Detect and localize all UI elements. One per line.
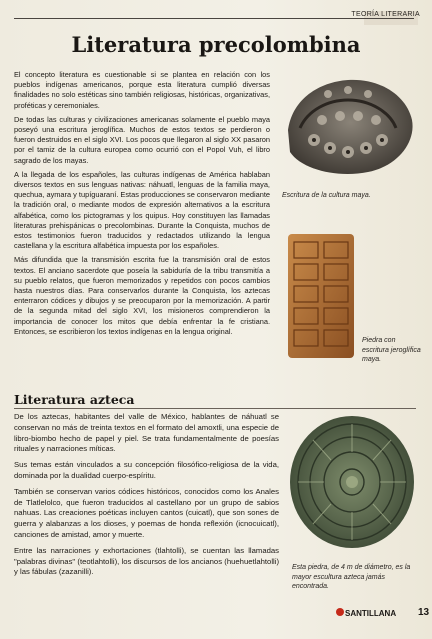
maya-stone-image <box>286 232 356 360</box>
paragraph-3: A la llegada de los españoles, las culturas indígenas de América hablaban diversos textos en sus lenguas nativas: náhuatl, lenguas de la familia maya, quechua, aymara y tupíguaraní. Estas producciones se conservaron mediante la tradición oral, o mediante modos de expresión alternativos a la escritura alfabética, como los pictogramas y los quipus. Hoy constituyen las llamadas literaturas prehispánicas o precolombinas. Durante la Conquista, muchos de estos testimonios fueron traducidos y redactados utilizando la lengua castellana y la escritura alfabética impuesta por los españoles. <box>14 169 270 251</box>
page-title: Literatura precolombina <box>71 32 361 57</box>
azteca-column <box>14 412 279 583</box>
paragraph-2: De todas las culturas y civilizaciones americanas solamente el pueblo maya poseyó una escritura jeroglífica. Muchos de estos textos se perdieron o fueron destruidos en el siglo XVI. Los pocos que llegaron al siglo XX pasaron por el tamiz de la cultura europea como ocurrió con el Popol Vuh, el libro sagrado de los mayas. <box>14 114 270 165</box>
caption-maya-writing: Escritura de la cultura maya. <box>282 192 371 199</box>
publisher-name: SANTILLANA <box>345 609 397 618</box>
page-number: 13 <box>418 607 430 618</box>
maya-carving-image <box>278 70 418 180</box>
header-rule <box>14 18 414 19</box>
azteca-paragraph-4: Entre las narraciones y exhortaciones (tlahtolli), se cuentan las llamadas "palabras divinas" (teotlahtolli), los discursos de los ancianos (huehuetlahtolli) y las fábulas (zazanilli). <box>14 545 279 577</box>
paragraph-1: El concepto literatura es cuestionable si se plantea en relación con los pueblos indígenas americanos, porque esta literatura cumplió diversas finalidades no solo estéticas sino también religiosas, históricas, organizativas, proféticas y ceremoniales. <box>14 70 270 110</box>
santillana-logo-icon <box>336 608 344 616</box>
paragraph-4: Más difundida que la transmisión escrita fue la transmisión oral de estos textos. El anciano sacerdote que poseía la sabiduría de la tribu transmitía a su pueblo relatos, que fueron memorizados y repetidos con pocos cambios hasta nuestros días. Para conservarlos durante la Conquista, los aztecas enterraron códices y dibujos y se preocuparon por la memorización. A partir de la segunda mitad del siglo XVI, los misioneros comprendieron la importancia de conocer los mitos que debía enfrentar la fe cristiana. Entonces, se escribieron los textos indígenas en la lengua original. <box>14 255 270 336</box>
intro-column <box>14 70 270 341</box>
aztec-sun-stone-image <box>286 412 418 552</box>
caption-aztec-stone: Esta piedra, de 4 m de diámetro, es la mayor escultura azteca jamás encontrada. <box>292 564 411 590</box>
caption-stone: Piedra con escritura jeroglífica maya. <box>362 337 421 363</box>
azteca-paragraph-3: También se conservan varios códices históricos, conocidos como los Anales de Tlatlelolco, que fueron traducidos al castellano por un grupo de sabios nahuas. Las creaciones poéticas incluyen cantos (cuicatl), que son sones de guerra y alabanzas a los dioses, y poemas de honda reflexión (icnocuicatl), canciones de amistad, amor y muerte. <box>14 486 279 539</box>
subheading-azteca: Literatura azteca <box>14 392 135 407</box>
subheading-rule <box>14 408 416 409</box>
section-label: TEORÍA LITERARIA <box>351 11 420 18</box>
azteca-paragraph-2: Sus temas están vinculados a su concepción filosófico-religiosa de la vida, dominada por la dualidad cuerpo-espíritu. <box>14 460 279 480</box>
azteca-paragraph-1: De los aztecas, habitantes del valle de México, hablantes de náhuatl se conservan no más de treinta textos en el formato del amoxtli, una especie de libro-biombo hecho de papel y piel. Se trata fundamentalmente de poesías rituales y narraciones míticas. <box>14 412 279 454</box>
